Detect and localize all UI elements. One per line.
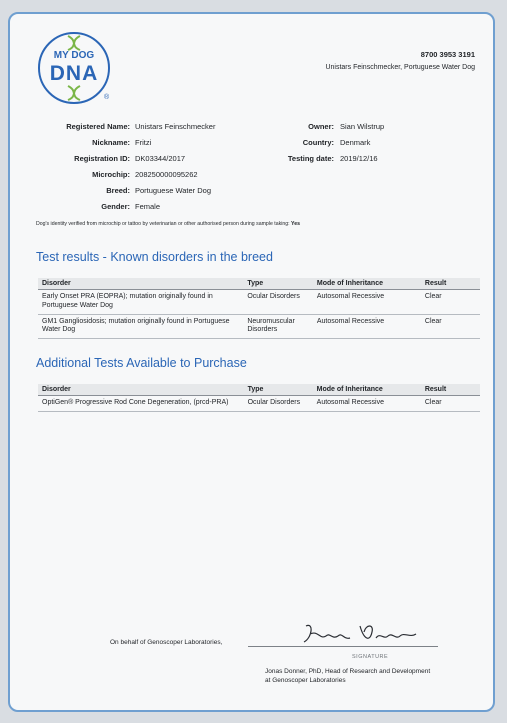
table-row — [38, 396, 480, 412]
identity-verification-note — [36, 221, 300, 227]
col-inheritance: Mode of Inheritance — [313, 278, 421, 290]
result-cell: Clear — [421, 314, 480, 339]
section-known-disorders-title: Test results - Known disorders in the breed — [36, 250, 273, 264]
registered-name-label: Registered Name: — [66, 122, 130, 131]
gender-label: Gender: — [101, 202, 130, 211]
result-cell: Clear — [421, 290, 480, 315]
col-result: Result — [421, 384, 480, 396]
result-cell: Clear — [421, 396, 480, 412]
section-additional-tests-title: Additional Tests Available to Purchase — [36, 356, 247, 370]
table-header-row — [38, 278, 480, 290]
logo-text-main: DNA — [49, 62, 99, 85]
signature-label: SIGNATURE — [352, 654, 389, 660]
testing-date-value: 2019/12/16 — [340, 154, 378, 163]
nickname-label: Nickname: — [92, 138, 130, 147]
registration-id-value: DK03344/2017 — [135, 154, 186, 163]
owner-value: Sian Wilstrup — [340, 122, 385, 131]
type-cell: Ocular Disorders — [243, 290, 313, 315]
logo-text-top: MY DOG — [53, 50, 95, 61]
disorder-cell: GM1 Gangliosidosis; mutation originally found in Portuguese Water Dog — [38, 314, 243, 339]
inheritance-cell: Autosomal Recessive — [313, 290, 421, 315]
signer-details — [265, 668, 430, 686]
country-label: Country: — [302, 138, 334, 147]
signature-line — [248, 646, 438, 647]
inheritance-cell: Autosomal Recessive — [313, 396, 421, 412]
microchip-label: Microchip: — [92, 170, 130, 179]
table-header-row — [38, 384, 480, 396]
nickname-value: Fritzi — [135, 138, 152, 147]
table-row — [38, 314, 480, 339]
signer-org-line: at Genoscoper Laboratories — [265, 676, 346, 684]
gender-value: Female — [135, 202, 161, 211]
on-behalf-text: On behalf of Genoscoper Laboratories, — [110, 639, 223, 646]
breed-value: Portuguese Water Dog — [135, 186, 212, 195]
verification-text: Dog's identity verified from microchip or tattoo by veterinarian or other authorised person during sample taking: — [36, 221, 290, 227]
col-disorder: Disorder — [38, 278, 243, 290]
disorder-cell: OptiGen® Progressive Rod Cone Degeneration, (prcd-PRA) — [38, 396, 244, 412]
col-disorder: Disorder — [38, 384, 244, 396]
col-inheritance: Mode of Inheritance — [313, 384, 421, 396]
handwritten-signature — [300, 620, 430, 648]
country-value: Denmark — [340, 138, 371, 147]
certificate-sheet — [8, 12, 495, 712]
registered-name-value: Unistars Feinschmecker — [135, 122, 216, 131]
owner-label: Owner: — [308, 122, 334, 131]
additional-tests-table — [38, 384, 480, 412]
registration-id-label: Registration ID: — [74, 154, 130, 163]
table-row — [38, 290, 480, 315]
inheritance-cell: Autosomal Recessive — [313, 314, 421, 339]
col-type: Type — [244, 384, 313, 396]
type-cell: Ocular Disorders — [244, 396, 313, 412]
my-dog-dna-logo — [38, 32, 114, 112]
disorder-cell: Early Onset PRA (EOPRA); mutation originally found in Portuguese Water Dog — [38, 290, 243, 315]
microchip-value: 208250000095262 — [135, 170, 198, 179]
signer-name-line: Jonas Donner, PhD, Head of Research and Development — [265, 668, 431, 675]
registered-mark: ® — [104, 94, 110, 101]
verification-answer: Yes — [291, 221, 300, 227]
type-cell: Neuromuscular Disorders — [243, 314, 313, 339]
certificate-dog-subtitle: Unistars Feinschmecker, Portuguese Water Dog — [325, 64, 475, 71]
known-disorders-table — [38, 278, 480, 339]
col-result: Result — [421, 278, 480, 290]
testing-date-label: Testing date: — [287, 154, 334, 163]
col-type: Type — [243, 278, 313, 290]
certificate-id-number: 8700 3953 3191 — [420, 50, 475, 59]
breed-label: Breed: — [106, 186, 130, 195]
